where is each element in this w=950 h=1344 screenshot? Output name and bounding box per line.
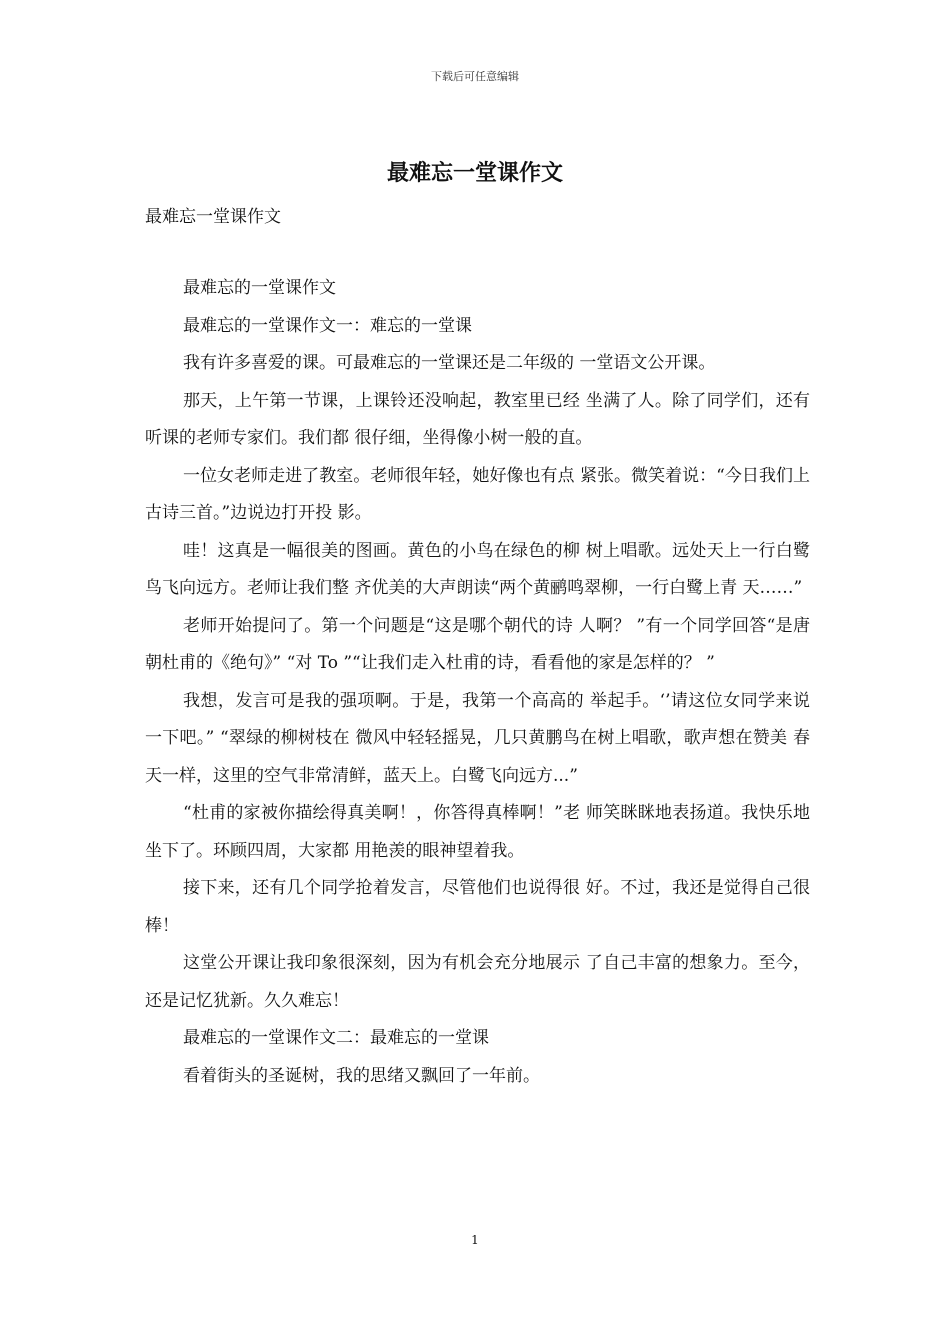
body-paragraph: 老师开始提问了。第一个问题是“这是哪个朝代的诗 人啊？ ”有一个同学回答“是唐朝杜甫的《绝句》” “对 To ”“让我们走入杜甫的诗，看看他的家是怎样的？ ” [145,615,810,673]
body-paragraph: 我想，发言可是我的强项啊。于是，我第一个高高的 举起手。‘’请这位女同学来说一下吧。” “翠绿的柳树枝在 微风中轻轻摇晃，几只黄鹏鸟在树上唱歌，歌声想在赞美 春天一样，这里的空气非常清鲜，蓝天上。白鹭飞向远方...” [145,690,810,786]
body-paragraph: 最难忘的一堂课作文二：最难忘的一堂课 [183,1028,489,1048]
body-paragraph: 看着街头的圣诞树，我的思绪又飘回了一年前。 [183,1065,540,1086]
body-paragraph: 这堂公开课让我印象很深刻，因为有机会充分地展示 了自己丰富的想象力。至今，还是记忆犹新。久久难忘！ [145,953,810,1011]
body-paragraph: 接下来，还有几个同学抢着发言，尽管他们也说得很 好。不过，我还是觉得自己很棒！ [145,878,810,936]
body-paragraph: “杜甫的家被你描绘得真美啊！，你答得真棒啊！”老 师笑眯眯地表扬道。我快乐地坐下了。环顾四周，大家都 用艳羡的眼神望着我。 [145,803,810,861]
header-note: 下载后可任意编辑 [431,70,519,83]
document-subtitle: 最难忘一堂课作文 [145,207,281,227]
document-title: 最难忘一堂课作文 [386,160,563,186]
document-body [145,270,810,1095]
body-paragraph: 那天，上午第一节课，上课铃还没响起，教室里已经 坐满了人。除了同学们，还有听课的老师专家们。我们都 很仔细，坐得像小树一般的直。 [145,390,810,448]
page-number: 1 [471,1233,479,1247]
body-paragraph: 最难忘的一堂课作文一：难忘的一堂课 [183,315,472,336]
body-paragraph: 一位女老师走进了教室。老师很年轻，她好像也有点 紧张。微笑着说：“今日我们上古诗三首。”边说边打开投 影。 [145,465,810,523]
body-paragraph: 最难忘的一堂课作文 [183,278,336,298]
body-paragraph: 哇！这真是一幅很美的图画。黄色的小鸟在绿色的柳 树上唱歌。远处天上一行白鹭鸟飞向远方。老师让我们整 齐优美的大声朗读“两个黄鹂鸣翠柳，一行白鹭上青 天……” [145,540,810,598]
body-paragraph: 我有许多喜爱的课。可最难忘的一堂课还是二年级的 一堂语文公开课。 [183,353,716,373]
